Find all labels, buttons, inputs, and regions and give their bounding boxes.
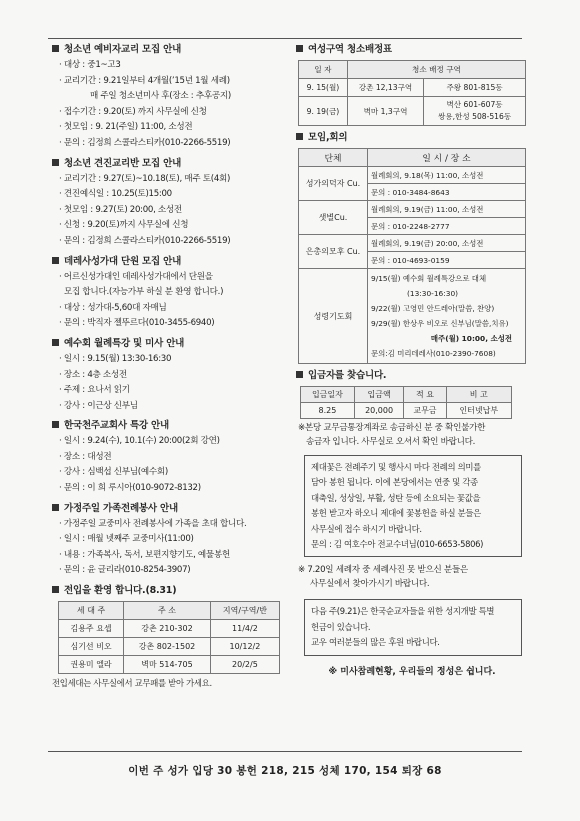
notice-line: 대축일, 성상일, 부활, 성탄 등에 소요되는 꽃값을 bbox=[311, 492, 481, 503]
choir-recruit-section bbox=[52, 254, 288, 332]
info-line: · 교리기간 : 9.27(토)~10.18(토), 매주 토(4회) bbox=[59, 173, 231, 184]
column-header: 입금액 bbox=[354, 387, 403, 403]
info-line: 모집 합니다.(자능가부 하실 분 환영 합니다.) bbox=[64, 287, 224, 298]
section-title: 청소년 예비자교리 모집 안내 bbox=[64, 44, 182, 55]
family-liturgy-section bbox=[52, 501, 288, 579]
info-line: · 강사 : 심백섭 신부님(예수회) bbox=[59, 467, 168, 478]
prayer-line: 9/29(월) 한상우 비오로 신부님(말씀,치유) bbox=[371, 319, 509, 328]
table-cell: 강촌 210-302 bbox=[124, 620, 211, 638]
info-line: · 일시 : 9.15(월) 13:30-16:30 bbox=[59, 353, 172, 364]
bullet-square-icon bbox=[52, 159, 59, 166]
notice-line: 헌금이 있습니다. bbox=[311, 621, 371, 632]
bullet-square-icon bbox=[52, 421, 59, 428]
notice-line: 다음 주(9.21)은 한국순교자들을 위한 성지개발 특별 bbox=[311, 606, 495, 617]
move-in-welcome-section bbox=[52, 583, 288, 691]
info-line: · 접수기간 : 9.20(토) 까지 사무실에 신청 bbox=[59, 106, 207, 117]
table-cell: 9. 19(금) bbox=[299, 97, 348, 126]
prayer-line: 매주(월) 10:00, 소성전 bbox=[430, 334, 512, 343]
deposit-table bbox=[300, 386, 512, 419]
table-cell: 20,000 bbox=[354, 403, 403, 419]
table-cell: 벽마 514-705 bbox=[124, 656, 211, 674]
column-header: 일 자 bbox=[299, 61, 348, 79]
column-header: 일 시 / 장 소 bbox=[368, 149, 526, 167]
detail-cell: 문의 : 010-4693-0159 bbox=[368, 252, 526, 269]
table-cell: 8.25 bbox=[301, 403, 355, 419]
table-cell: 김용주 요셉 bbox=[59, 620, 124, 638]
info-line: · 어르신성가대인 데레사성가대에서 단원을 bbox=[59, 271, 213, 282]
column-header: 적 요 bbox=[404, 387, 446, 403]
table-cell-multiline bbox=[424, 97, 526, 126]
table-header-row bbox=[59, 602, 280, 620]
info-line: 매 주일 청소년미사 후(장소 : 추후공지) bbox=[90, 91, 231, 102]
org-cell: 성가의덕자 Cu. bbox=[299, 167, 368, 201]
detail-cell: 문의 : 010-3484-8643 bbox=[368, 184, 526, 201]
notice-line: 제대꽃은 전례주기 및 행사시 마다 전례의 의미를 bbox=[311, 462, 481, 472]
table-header-row bbox=[301, 387, 512, 403]
table-cell: 주왕 801-815동 bbox=[424, 79, 526, 97]
table-header-row bbox=[299, 61, 526, 79]
info-line: · 첫모임 : 9.27(토) 20:00, 소성전 bbox=[59, 204, 182, 215]
meetings-section bbox=[296, 130, 528, 364]
bullet-square-icon bbox=[52, 257, 59, 264]
info-line: · 문의 : 박직자 젤뚜르다(010-3455-6940) bbox=[59, 318, 215, 329]
table-row bbox=[299, 235, 526, 252]
prayer-detail-cell bbox=[368, 269, 526, 364]
section-title: 청소년 견진교리반 모집 안내 bbox=[64, 157, 182, 169]
table-cell: 벽마 1,3구역 bbox=[347, 97, 423, 126]
column-header: 지역/구역/반 bbox=[210, 602, 279, 620]
table-row bbox=[59, 638, 280, 656]
info-line: · 대상 : 성가대-5,60대 자매님 bbox=[59, 302, 167, 313]
info-line: · 일시 : 9.24(수), 10.1(수) 20:00(2회 강연) bbox=[59, 436, 220, 447]
detail-cell: 월례회의, 9.19(금) 11:00, 소성전 bbox=[368, 201, 526, 218]
info-line: · 문의 : 윤 글리라(010-8254-3907) bbox=[59, 565, 191, 576]
table-row bbox=[299, 167, 526, 184]
youth-catechumen-section bbox=[52, 42, 288, 152]
section-title: 데레사성가대 단원 모집 안내 bbox=[64, 255, 182, 267]
table-cell: 인터넷납부 bbox=[446, 403, 511, 419]
left-column bbox=[52, 42, 288, 695]
top-rule bbox=[48, 38, 522, 39]
info-line: · 일시 : 매월 넷째주 교중미사(11:00) bbox=[59, 534, 194, 545]
table-cell: 11/4/2 bbox=[210, 620, 279, 638]
table-cell: 강촌 802-1502 bbox=[124, 638, 211, 656]
table-row bbox=[299, 79, 526, 97]
hymn-footer: 이번 주 성가 입당 30 봉헌 218, 215 성체 170, 154 퇴장 68 bbox=[128, 765, 442, 777]
info-line: · 문의 : 이 희 루시아(010-9072-8132) bbox=[59, 483, 201, 494]
table-row bbox=[59, 620, 280, 638]
right-column bbox=[296, 42, 528, 677]
table-row bbox=[299, 269, 526, 364]
altar-flower-notice bbox=[304, 455, 522, 557]
detail-cell: 문의 : 010-2248-2777 bbox=[368, 218, 526, 235]
column-header: 주 소 bbox=[124, 602, 211, 620]
column-header: 비 고 bbox=[446, 387, 511, 403]
info-line: · 강사 : 이근상 신부님 bbox=[59, 400, 138, 411]
info-line: · 장소 : 대성전 bbox=[59, 451, 112, 462]
bullet-square-icon bbox=[52, 504, 59, 511]
notice-line: 교우 여러분들의 많은 후원 바랍니다. bbox=[311, 637, 440, 648]
cleaning-table bbox=[298, 60, 526, 126]
detail-cell: 월례회의, 9.19(금) 20:00, 소성전 bbox=[368, 235, 526, 252]
org-cell: 샛별Cu. bbox=[299, 201, 368, 235]
bullet-square-icon bbox=[296, 371, 303, 378]
notice-line: 문의 : 김 여호수아 전교수녀님(010-6653-5806) bbox=[311, 539, 484, 550]
youth-confirmation-section bbox=[52, 156, 288, 250]
section-title: 전입을 환영 합니다.(8.31) bbox=[64, 585, 177, 597]
section-title: 입금자를 찾습니다. bbox=[308, 370, 387, 381]
section-title: 가정주일 가족전례봉사 안내 bbox=[64, 502, 178, 514]
unknown-depositor-section bbox=[296, 368, 528, 449]
table-cell: 9. 15(월) bbox=[299, 79, 348, 97]
footer-rule bbox=[48, 751, 522, 752]
info-line: · 견진예식일 : 10.25(토)15:00 bbox=[59, 189, 172, 200]
info-line: · 내용 : 가족복사, 독서, 보편지향기도, 예물봉헌 bbox=[59, 549, 230, 560]
table-cell: 교무금 bbox=[404, 403, 446, 419]
table-cell-line: 벽산 601-607동 bbox=[446, 100, 503, 109]
column-header: 단체 bbox=[299, 149, 368, 167]
info-line: · 문의 : 김정희 스콜라스티카(010-2266-5519) bbox=[59, 137, 231, 148]
deposit-note: ※본당 교무금통장계좌로 송금하신 분 중 확인불가한 bbox=[298, 423, 486, 433]
table-cell-line: 쌍용,한성 508-516동 bbox=[437, 112, 512, 121]
info-line: · 대상 : 중1~고3 bbox=[59, 60, 121, 70]
church-history-section bbox=[52, 418, 288, 496]
table-cell: 권용미 엘라 bbox=[59, 656, 124, 674]
cleaning-schedule-section bbox=[296, 42, 528, 126]
bullet-square-icon bbox=[296, 133, 303, 140]
notice-line: 봉헌 받고자 하오니 제대에 꽃봉헌을 하실 분들은 bbox=[311, 508, 481, 519]
info-line: · 가정주일 교중미사 전례봉사에 가족을 초대 합니다. bbox=[59, 518, 247, 529]
deposit-note: 송금자 입니다. 사무실로 오셔서 확인 바랍니다. bbox=[306, 437, 476, 447]
column-header: 청소 배정 구역 bbox=[347, 61, 525, 79]
jesuit-lecture-section bbox=[52, 336, 288, 414]
prayer-line: 문의:김 미리데레사(010-2390-7608) bbox=[371, 349, 496, 358]
baptism-photo-note: ※ 7.20일 세례자 중 세례사진 못 받으신 분들은 bbox=[298, 565, 468, 576]
table-row bbox=[299, 97, 526, 126]
table-header-row bbox=[299, 149, 526, 167]
table-cell: 20/2/5 bbox=[210, 656, 279, 674]
section-title: 모임,회의 bbox=[308, 132, 348, 143]
bullet-square-icon bbox=[52, 45, 59, 52]
section-title: 여성구역 청소배정표 bbox=[308, 44, 392, 55]
table-row bbox=[301, 403, 512, 419]
table-row bbox=[59, 656, 280, 674]
prayer-line: (13:30-16:30) bbox=[407, 289, 459, 298]
baptism-photo-note: 사무실에서 찾아가시기 바랍니다. bbox=[310, 579, 430, 590]
info-line: · 교리기간 : 9.21일부터 4개월(’15년 1월 세례) bbox=[59, 75, 230, 86]
bullet-square-icon bbox=[296, 45, 303, 52]
column-header: 입금일자 bbox=[301, 387, 355, 403]
notice-line: 사무실에 접수 하시기 바랍니다. bbox=[311, 523, 422, 534]
info-line: · 장소 : 4층 소성전 bbox=[59, 369, 127, 380]
org-cell: 은총의모후 Cu. bbox=[299, 235, 368, 269]
bullet-square-icon bbox=[52, 339, 59, 346]
info-line: · 첫모임 : 9. 21(주일) 11:00, 소성전 bbox=[59, 122, 193, 133]
table-cell: 10/12/2 bbox=[210, 638, 279, 656]
bullet-square-icon bbox=[52, 586, 59, 593]
detail-cell: 월례회의, 9.18(목) 11:00, 소성전 bbox=[368, 167, 526, 184]
meetings-table bbox=[298, 148, 526, 364]
info-line: · 문의 : 김정희 스콜라스티카(010-2266-5519) bbox=[59, 235, 231, 246]
prayer-line: 9/15(월) 예수회 월례특강으로 대체 bbox=[371, 274, 487, 283]
section-title: 한국천주교회사 특강 안내 bbox=[64, 420, 169, 432]
column-header: 세 대 주 bbox=[59, 602, 124, 620]
info-line: · 주제 : 요나서 읽기 bbox=[59, 385, 130, 396]
table-cell: 강촌 12,13구역 bbox=[347, 79, 423, 97]
prayer-line: 9/22(월) 고영민 안드레아(말씀, 찬양) bbox=[371, 304, 495, 313]
move-in-table bbox=[58, 601, 280, 674]
info-line: · 신청 : 9.20(토)까지 사무실에 신청 bbox=[59, 220, 189, 231]
notice-line: 담아 봉헌 됩니다. 이에 본당에서는 연중 및 각종 bbox=[311, 477, 478, 488]
table-row bbox=[299, 201, 526, 218]
org-cell: 성령기도회 bbox=[299, 269, 368, 364]
closing-note: ※ 미사참례현황, 우리들의 정성은 쉽니다. bbox=[328, 666, 496, 677]
special-collection-notice bbox=[304, 599, 522, 655]
move-in-note: 전입세대는 사무실에서 교무패를 받아 가세요. bbox=[52, 678, 212, 689]
section-title: 예수회 월례특강 및 미사 안내 bbox=[64, 337, 185, 349]
table-cell: 심기선 비오 bbox=[59, 638, 124, 656]
